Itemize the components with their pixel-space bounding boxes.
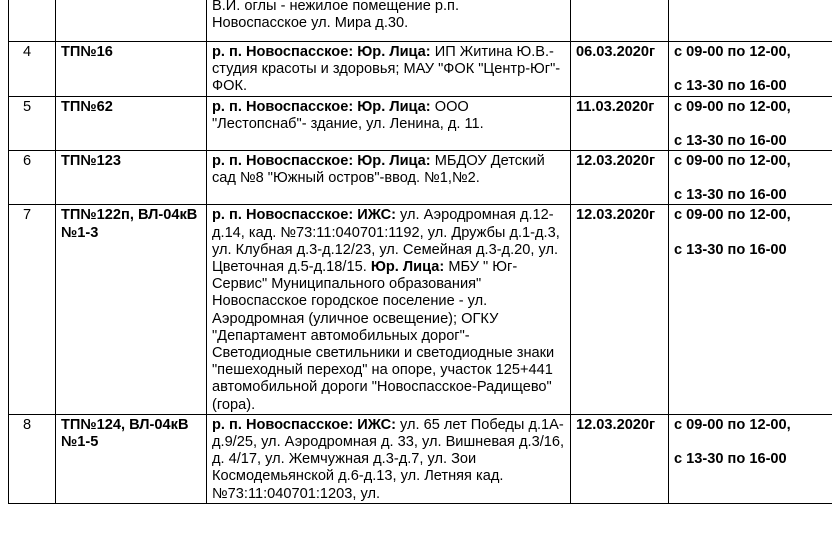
- table-row: [9, 205, 832, 414]
- table-row: [9, 0, 832, 42]
- time-slot-afternoon: с 13-30 по 16-00: [674, 241, 787, 258]
- outage-time: [669, 205, 832, 414]
- consumer-category: Юр. Лица:: [357, 153, 431, 170]
- address-cell: [207, 205, 571, 414]
- outage-date: 06.03.2020г: [571, 42, 669, 97]
- consumer-list: ул. 65 лет Победы д.1А-д.9/25, ул. Аэродромная д. 33, ул. Вишневая д.3/16, д. 4/17, ул. Жемчужная д.3-д.7, ул. Зои Космодемьянской д.6-д.13, ул. Летняя кад. №73:11:040701:1203, ул.: [212, 416, 565, 502]
- time-slot-afternoon: с 13-30 по 16-00: [674, 132, 787, 149]
- outage-time: [669, 151, 832, 205]
- consumer-list: ИП Житина Ю.В.- студия красоты и здоровья; МАУ "ФОК "Центр-Юг"- ФОК.: [212, 44, 561, 95]
- time-slot-afternoon: с 13-30 по 16-00: [674, 78, 787, 95]
- locality-label: р. п. Новоспасское:: [212, 98, 354, 115]
- row-number: [9, 0, 56, 42]
- address-cell: [207, 0, 571, 42]
- table-row: [9, 42, 832, 97]
- address-cell: [207, 414, 571, 503]
- row-number: 6: [9, 151, 56, 205]
- locality-label: р. п. Новоспасское:: [212, 153, 354, 170]
- address-line: Новоспасское ул. Мира д.30.: [212, 15, 409, 32]
- outage-date: 12.03.2020г: [571, 151, 669, 205]
- outage-schedule-table: [8, 0, 832, 504]
- locality-label: р. п. Новоспасское:: [212, 44, 354, 60]
- locality-label: р. п. Новоспасское:: [212, 207, 354, 224]
- address-cell: [207, 151, 571, 205]
- row-number: 8: [9, 414, 56, 503]
- table-row: [9, 151, 832, 205]
- time-slot-morning: с 09-00 по 12-00,: [674, 44, 791, 60]
- outage-date: 11.03.2020г: [571, 96, 669, 150]
- consumer-list: МБУ " Юг-Сервис" Муниципального образования" Новоспасское городское поселение - ул. Аэродромная (уличное освещение); ОГКУ "Департамент автомобильных дорог"- Светодиодные светильники и светодиодные знаки "пешеходный переход" на опоре, участок 125+441 автомобильной дороги "Новоспасское-Радищево" (гора).: [212, 259, 555, 413]
- time-slot-morning: с 09-00 по 12-00,: [674, 207, 791, 224]
- time-slot-morning: с 09-00 по 12-00,: [674, 98, 791, 115]
- time-slot-morning: с 09-00 по 12-00,: [674, 153, 791, 170]
- consumer-list: ООО "Лестопснаб"- здание, ул. Ленина, д. 11.: [212, 98, 484, 132]
- table-row: [9, 414, 832, 503]
- outage-date: 12.03.2020г: [571, 205, 669, 414]
- outage-time: [669, 96, 832, 150]
- consumer-category: Юр. Лица:: [357, 44, 431, 60]
- consumer-category: ИЖС:: [357, 207, 396, 224]
- consumer-category: ИЖС:: [357, 416, 396, 433]
- table-row: [9, 96, 832, 150]
- address-cell: [207, 96, 571, 150]
- row-number: 4: [9, 42, 56, 97]
- substation-name: ТП№16: [56, 42, 207, 97]
- outage-date: 12.03.2020г: [571, 414, 669, 503]
- row-number: 7: [9, 205, 56, 414]
- consumer-category: Юр. Лица:: [357, 98, 431, 115]
- address-line: В.И. оглы - нежилое помещение р.п.: [212, 0, 460, 14]
- substation-name: ТП№122п, ВЛ-04кВ №1-3: [56, 205, 207, 414]
- consumer-list: МБДОУ Детский сад №8 "Южный остров"-ввод. №1,№2.: [212, 153, 545, 187]
- outage-date: [571, 0, 669, 42]
- consumer-category: Юр. Лица:: [370, 259, 445, 276]
- outage-time: [669, 42, 832, 97]
- outage-time: [669, 414, 832, 503]
- substation-name: ТП№62: [56, 96, 207, 150]
- time-slot-morning: с 09-00 по 12-00,: [674, 416, 791, 433]
- address-cell: [207, 42, 571, 97]
- outage-time: [669, 0, 832, 42]
- consumer-list: ул. Аэродромная д.12-д.14, кад. №73:11:040701:1192, ул. Дружбы д.1-д.3, ул. Клубная д.3-д.12/23, ул. Семейная д.3-д.20, ул. Цветочная д.5-д.18/15.: [212, 207, 560, 276]
- substation-name: ТП№124, ВЛ-04кВ №1-5: [56, 414, 207, 503]
- time-slot-afternoon: с 13-30 по 16-00: [674, 451, 787, 468]
- substation-name: [56, 0, 207, 42]
- row-number: 5: [9, 96, 56, 150]
- locality-label: р. п. Новоспасское:: [212, 416, 354, 433]
- substation-name: ТП№123: [56, 151, 207, 205]
- time-slot-afternoon: с 13-30 по 16-00: [674, 187, 787, 204]
